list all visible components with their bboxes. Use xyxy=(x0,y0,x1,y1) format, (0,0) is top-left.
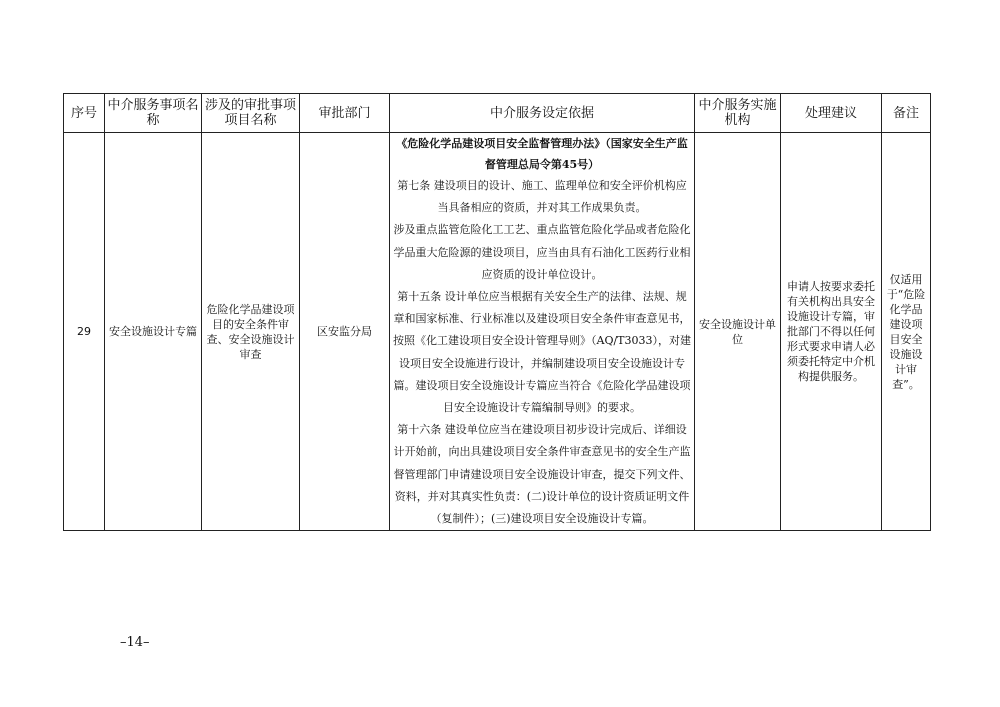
header-remark: 备注 xyxy=(882,94,931,133)
row-number: 29 xyxy=(64,133,105,531)
header-no: 序号 xyxy=(64,94,105,133)
agency-cell: 安全设施设计单位 xyxy=(695,133,781,531)
header-row xyxy=(64,94,931,133)
basis-regulation-title: 《危险化学品建设项目安全监督管理办法》（国家安全生产监督管理总局令第45号） xyxy=(396,137,688,171)
header-approval-item: 涉及的审批事项项目名称 xyxy=(202,94,300,133)
header-department: 审批部门 xyxy=(300,94,390,133)
page-number: –14– xyxy=(120,635,150,650)
remark-cell: 仅适用于“危险化学品建设项目安全设施设计审查”。 xyxy=(882,133,931,531)
basis-article-15: 第十五条 设计单位应当根据有关安全生产的法律、法规、规章和国家标准、行业标准以及建设项目安全条件审查意见书，按照《化工建设项目安全设计管理导则》（AQ/T3033），对建设项目安全设施进行设计，并编制建设项目安全设施设计专篇。建设项目安全设施设计专篇应当符合《危险化学品建设项目安全设施设计专篇编制导则》的要求。 xyxy=(393,290,691,415)
suggestion-cell: 申请人按要求委托有关机构出具安全设施设计专篇，审批部门不得以任何形式要求申请人必须委托特定中介机构提供服务。 xyxy=(781,133,882,531)
header-agency: 中介服务实施机构 xyxy=(695,94,781,133)
basis-article-7-detail: 涉及重点监管危险化工工艺、重点监管危险化学品或者危险化学品重大危险源的建设项目，应当由具有石油化工医药行业相应资质的设计单位设计。 xyxy=(393,223,691,281)
header-service-name: 中介服务事项名称 xyxy=(105,94,202,133)
header-suggestion: 处理建议 xyxy=(781,94,882,133)
department-cell: 区安监分局 xyxy=(300,133,390,531)
approval-item-cell: 危险化学品建设项目的安全条件审查、安全设施设计审查 xyxy=(202,133,300,531)
service-table xyxy=(63,93,931,531)
service-name-cell: 安全设施设计专篇 xyxy=(105,133,202,531)
table-row xyxy=(64,133,931,531)
header-basis: 中介服务设定依据 xyxy=(390,94,695,133)
basis-cell xyxy=(390,133,695,531)
basis-article-7: 第七条 建设项目的设计、施工、监理单位和安全评价机构应当具备相应的资质，并对其工作成果负责。 xyxy=(397,179,687,215)
basis-article-16: 第十六条 建设单位应当在建设项目初步设计完成后、详细设计开始前，向出具建设项目安全条件审查意见书的安全生产监督管理部门申请建设项目安全设施设计审查，提交下列文件、资料，并对其真实性负责：(二)设计单位的设计资质证明文件（复制件）；(三)建设项目安全设施设计专篇。 xyxy=(393,423,691,526)
